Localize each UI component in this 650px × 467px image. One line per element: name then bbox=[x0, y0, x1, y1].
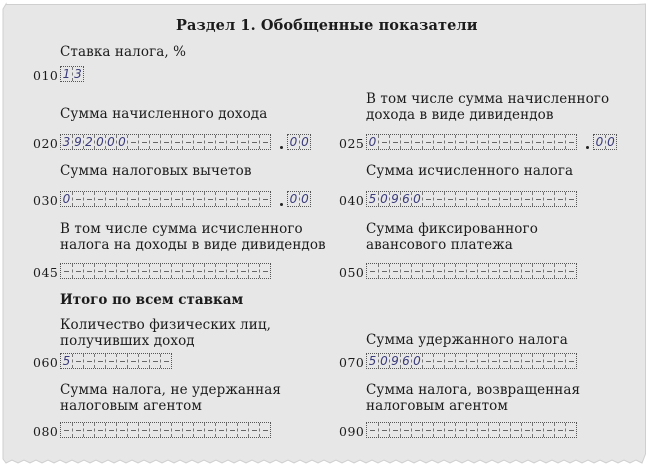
empty-cell bbox=[411, 135, 422, 149]
field-code: 080 bbox=[33, 424, 59, 439]
digit-cell: 1 bbox=[62, 67, 71, 81]
empty-cell bbox=[105, 423, 116, 437]
empty-cell bbox=[237, 264, 248, 278]
field-label: Сумма начисленного дохода bbox=[60, 106, 268, 122]
empty-cell bbox=[215, 135, 226, 149]
empty-cell bbox=[226, 423, 237, 437]
field-code: 040 bbox=[339, 193, 365, 208]
digit-cell: 5 bbox=[368, 192, 377, 206]
digit-cell: 0 bbox=[378, 192, 389, 206]
empty-cell bbox=[259, 192, 270, 206]
empty-cell bbox=[510, 423, 521, 437]
empty-cell bbox=[138, 135, 149, 149]
empty-cell bbox=[422, 354, 433, 368]
empty-cell bbox=[565, 354, 576, 368]
empty-cell bbox=[160, 192, 171, 206]
field-label: Сумма удержанного налога bbox=[366, 332, 568, 348]
empty-cell bbox=[94, 192, 105, 206]
empty-cell bbox=[72, 264, 83, 278]
empty-cell bbox=[367, 423, 378, 437]
empty-cell bbox=[171, 135, 182, 149]
field-code: 045 bbox=[33, 265, 59, 280]
empty-cell bbox=[193, 264, 204, 278]
digit-cell: 0 bbox=[105, 135, 116, 149]
empty-cell bbox=[510, 264, 521, 278]
empty-cell bbox=[378, 264, 389, 278]
empty-cell bbox=[160, 354, 171, 368]
empty-cell bbox=[565, 192, 576, 206]
empty-cell bbox=[149, 354, 160, 368]
empty-cell bbox=[411, 423, 422, 437]
decimal-cells-020[interactable] bbox=[287, 134, 311, 150]
empty-cell bbox=[138, 192, 149, 206]
digit-cell: 3 bbox=[62, 135, 71, 149]
digit-cell: 0 bbox=[289, 135, 298, 149]
digit-cell: 0 bbox=[411, 192, 422, 206]
empty-cell bbox=[149, 423, 160, 437]
digit-cell: 6 bbox=[400, 192, 411, 206]
empty-cell bbox=[182, 192, 193, 206]
empty-cell bbox=[215, 423, 226, 437]
empty-cell bbox=[477, 264, 488, 278]
empty-cell bbox=[477, 354, 488, 368]
empty-cell bbox=[532, 192, 543, 206]
empty-cell bbox=[94, 423, 105, 437]
empty-cell bbox=[204, 192, 215, 206]
empty-cell bbox=[433, 192, 444, 206]
empty-cell bbox=[488, 354, 499, 368]
empty-cell bbox=[455, 354, 466, 368]
input-cells-090[interactable] bbox=[366, 422, 577, 438]
empty-cell bbox=[444, 135, 455, 149]
empty-cell bbox=[248, 192, 259, 206]
empty-cell bbox=[532, 423, 543, 437]
empty-cell bbox=[543, 135, 554, 149]
empty-cell bbox=[411, 264, 422, 278]
empty-cell bbox=[510, 135, 521, 149]
empty-cell bbox=[127, 135, 138, 149]
field-code: 050 bbox=[339, 265, 365, 280]
empty-cell bbox=[105, 354, 116, 368]
field-label: Сумма налога, не удержанная налоговым агентом bbox=[60, 382, 281, 414]
decimal-cells-030[interactable] bbox=[287, 191, 311, 207]
empty-cell bbox=[259, 423, 270, 437]
empty-cell bbox=[444, 192, 455, 206]
empty-cell bbox=[466, 423, 477, 437]
field-label: Количество физических лиц, получивших доход bbox=[60, 317, 271, 349]
field-code: 010 bbox=[33, 68, 59, 83]
field-label: В том числе сумма начисленного дохода в виде дивидендов bbox=[366, 91, 610, 123]
empty-cell bbox=[400, 264, 411, 278]
empty-cell bbox=[532, 264, 543, 278]
empty-cell bbox=[455, 423, 466, 437]
empty-cell bbox=[554, 192, 565, 206]
empty-cell bbox=[444, 354, 455, 368]
empty-cell bbox=[477, 423, 488, 437]
empty-cell bbox=[543, 423, 554, 437]
input-cells-040[interactable] bbox=[366, 191, 577, 207]
digit-cell: 0 bbox=[595, 135, 604, 149]
empty-cell bbox=[237, 192, 248, 206]
empty-cell bbox=[149, 264, 160, 278]
field-label: Сумма фиксированного авансового платежа bbox=[366, 221, 538, 253]
empty-cell bbox=[94, 264, 105, 278]
empty-cell bbox=[565, 423, 576, 437]
empty-cell bbox=[182, 135, 193, 149]
empty-cell bbox=[237, 423, 248, 437]
digit-cell: 0 bbox=[605, 135, 616, 149]
empty-cell bbox=[127, 354, 138, 368]
empty-cell bbox=[226, 264, 237, 278]
empty-cell bbox=[171, 264, 182, 278]
empty-cell bbox=[193, 135, 204, 149]
empty-cell bbox=[422, 135, 433, 149]
empty-cell bbox=[565, 264, 576, 278]
input-cells-045[interactable] bbox=[60, 263, 271, 279]
empty-cell bbox=[378, 135, 389, 149]
digit-cell: 5 bbox=[62, 354, 71, 368]
digit-cell: 2 bbox=[83, 135, 94, 149]
empty-cell bbox=[433, 423, 444, 437]
empty-cell bbox=[466, 354, 477, 368]
empty-cell bbox=[532, 354, 543, 368]
empty-cell bbox=[248, 423, 259, 437]
empty-cell bbox=[422, 423, 433, 437]
decimal-cells-025[interactable] bbox=[593, 134, 617, 150]
empty-cell bbox=[105, 264, 116, 278]
digit-cell: 9 bbox=[389, 192, 400, 206]
field-label: Сумма исчисленного налога bbox=[366, 163, 574, 179]
empty-cell bbox=[488, 135, 499, 149]
field-code: 020 bbox=[33, 136, 59, 151]
empty-cell bbox=[138, 264, 149, 278]
digit-cell: 0 bbox=[378, 354, 389, 368]
empty-cell bbox=[72, 423, 83, 437]
empty-cell bbox=[116, 192, 127, 206]
input-cells-025[interactable] bbox=[366, 134, 577, 150]
empty-cell bbox=[160, 264, 171, 278]
digit-cell: 5 bbox=[368, 354, 377, 368]
empty-cell bbox=[455, 192, 466, 206]
empty-cell bbox=[149, 192, 160, 206]
input-cells-070[interactable] bbox=[366, 353, 577, 369]
page-title: Раздел 1. Обобщенные показатели bbox=[176, 17, 478, 34]
field-label: Сумма налоговых вычетов bbox=[60, 163, 252, 179]
empty-cell bbox=[389, 135, 400, 149]
empty-cell bbox=[72, 354, 83, 368]
input-cells-080[interactable] bbox=[60, 422, 271, 438]
decimal-point bbox=[280, 146, 283, 149]
empty-cell bbox=[466, 264, 477, 278]
digit-cell: 0 bbox=[299, 135, 310, 149]
empty-cell bbox=[215, 192, 226, 206]
empty-cell bbox=[510, 354, 521, 368]
empty-cell bbox=[389, 264, 400, 278]
empty-cell bbox=[521, 354, 532, 368]
field-label: Сумма налога, возвращенная налоговым агентом bbox=[366, 382, 581, 414]
empty-cell bbox=[433, 354, 444, 368]
input-cells-060[interactable] bbox=[60, 353, 172, 369]
digit-cell: 0 bbox=[299, 192, 310, 206]
empty-cell bbox=[488, 192, 499, 206]
empty-cell bbox=[160, 135, 171, 149]
empty-cell bbox=[499, 423, 510, 437]
empty-cell bbox=[554, 354, 565, 368]
empty-cell bbox=[488, 423, 499, 437]
empty-cell bbox=[532, 135, 543, 149]
empty-cell bbox=[83, 423, 94, 437]
empty-cell bbox=[455, 135, 466, 149]
empty-cell bbox=[477, 192, 488, 206]
empty-cell bbox=[433, 135, 444, 149]
digit-cell: 0 bbox=[289, 192, 298, 206]
empty-cell bbox=[455, 264, 466, 278]
input-cells-010[interactable] bbox=[60, 66, 84, 82]
empty-cell bbox=[61, 423, 72, 437]
empty-cell bbox=[248, 135, 259, 149]
empty-cell bbox=[160, 423, 171, 437]
empty-cell bbox=[138, 423, 149, 437]
empty-cell bbox=[543, 192, 554, 206]
empty-cell bbox=[521, 192, 532, 206]
empty-cell bbox=[149, 135, 160, 149]
empty-cell bbox=[521, 264, 532, 278]
empty-cell bbox=[83, 192, 94, 206]
empty-cell bbox=[378, 423, 389, 437]
empty-cell bbox=[259, 264, 270, 278]
digit-cell: 0 bbox=[94, 135, 105, 149]
empty-cell bbox=[138, 354, 149, 368]
field-label: Ставка налога, % bbox=[60, 44, 187, 60]
empty-cell bbox=[116, 264, 127, 278]
field-label: В том числе сумма исчисленного налога на доходы в виде дивидендов bbox=[60, 221, 326, 253]
empty-cell bbox=[182, 264, 193, 278]
decimal-point bbox=[280, 203, 283, 206]
field-code: 070 bbox=[339, 355, 365, 370]
empty-cell bbox=[422, 192, 433, 206]
field-code: 090 bbox=[339, 424, 365, 439]
empty-cell bbox=[521, 423, 532, 437]
empty-cell bbox=[248, 264, 259, 278]
decimal-point bbox=[586, 146, 589, 149]
empty-cell bbox=[466, 192, 477, 206]
empty-cell bbox=[444, 423, 455, 437]
digit-cell: 3 bbox=[72, 67, 83, 81]
empty-cell bbox=[94, 354, 105, 368]
empty-cell bbox=[488, 264, 499, 278]
empty-cell bbox=[521, 135, 532, 149]
field-code: 030 bbox=[33, 193, 59, 208]
section-total-heading: Итого по всем ставкам bbox=[60, 292, 244, 308]
empty-cell bbox=[554, 135, 565, 149]
empty-cell bbox=[400, 135, 411, 149]
empty-cell bbox=[193, 192, 204, 206]
empty-cell bbox=[72, 192, 83, 206]
input-cells-030[interactable] bbox=[60, 191, 271, 207]
empty-cell bbox=[127, 423, 138, 437]
empty-cell bbox=[204, 423, 215, 437]
empty-cell bbox=[171, 423, 182, 437]
empty-cell bbox=[499, 264, 510, 278]
empty-cell bbox=[422, 264, 433, 278]
empty-cell bbox=[554, 264, 565, 278]
empty-cell bbox=[543, 354, 554, 368]
empty-cell bbox=[171, 192, 182, 206]
empty-cell bbox=[543, 264, 554, 278]
empty-cell bbox=[367, 264, 378, 278]
empty-cell bbox=[499, 192, 510, 206]
empty-cell bbox=[226, 135, 237, 149]
empty-cell bbox=[259, 135, 270, 149]
digit-cell: 0 bbox=[62, 192, 71, 206]
input-cells-020[interactable] bbox=[60, 134, 271, 150]
field-code: 060 bbox=[33, 355, 59, 370]
empty-cell bbox=[477, 135, 488, 149]
empty-cell bbox=[127, 264, 138, 278]
digit-cell: 9 bbox=[72, 135, 83, 149]
empty-cell bbox=[499, 135, 510, 149]
digit-cell: 0 bbox=[368, 135, 377, 149]
empty-cell bbox=[510, 192, 521, 206]
empty-cell bbox=[116, 354, 127, 368]
empty-cell bbox=[105, 192, 116, 206]
empty-cell bbox=[83, 264, 94, 278]
field-code: 025 bbox=[339, 136, 365, 151]
empty-cell bbox=[565, 135, 576, 149]
empty-cell bbox=[83, 354, 94, 368]
empty-cell bbox=[237, 135, 248, 149]
input-cells-050[interactable] bbox=[366, 263, 577, 279]
empty-cell bbox=[204, 135, 215, 149]
empty-cell bbox=[499, 354, 510, 368]
empty-cell bbox=[193, 423, 204, 437]
digit-cell: 0 bbox=[116, 135, 127, 149]
empty-cell bbox=[433, 264, 444, 278]
empty-cell bbox=[226, 192, 237, 206]
empty-cell bbox=[554, 423, 565, 437]
empty-cell bbox=[127, 192, 138, 206]
digit-cell: 9 bbox=[389, 354, 400, 368]
empty-cell bbox=[61, 264, 72, 278]
empty-cell bbox=[204, 264, 215, 278]
empty-cell bbox=[444, 264, 455, 278]
empty-cell bbox=[215, 264, 226, 278]
empty-cell bbox=[389, 423, 400, 437]
empty-cell bbox=[466, 135, 477, 149]
empty-cell bbox=[116, 423, 127, 437]
digit-cell: 6 bbox=[400, 354, 411, 368]
empty-cell bbox=[400, 423, 411, 437]
empty-cell bbox=[182, 423, 193, 437]
digit-cell: 0 bbox=[411, 354, 422, 368]
